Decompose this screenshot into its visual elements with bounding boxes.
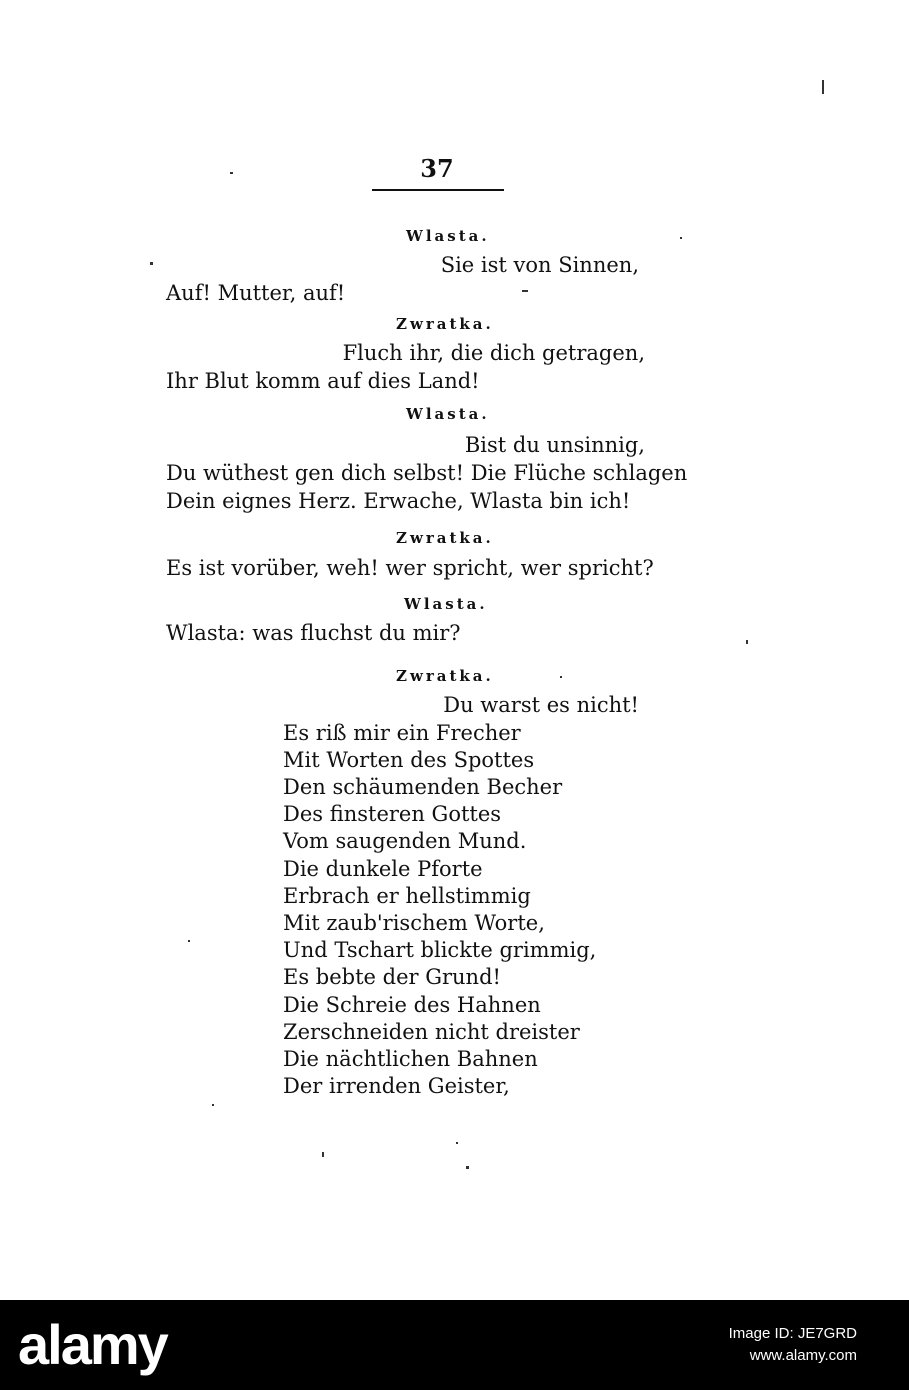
scan-mark: [680, 237, 682, 239]
verse-line: Die dunkele Pforte: [283, 857, 483, 881]
verse-line: Des finsteren Gottes: [283, 802, 502, 826]
scan-mark: [560, 676, 562, 678]
text-line: Wlasta: was fluchst du mir?: [166, 621, 461, 645]
verse-line: Die Schreie des Hahnen: [283, 993, 541, 1017]
verse-line: Es riß mir ein Frecher: [283, 721, 521, 745]
verse-line: Die nächtlichen Bahnen: [283, 1047, 538, 1071]
image-id-label: Image ID: JE7GRD: [728, 1325, 857, 1342]
scan-mark: [230, 172, 233, 174]
page-number: 37: [420, 154, 454, 183]
speaker-label: Zwratka.: [396, 667, 494, 685]
scan-mark: [746, 640, 748, 644]
speaker-label: Wlasta.: [404, 595, 488, 613]
header-rule: [372, 189, 504, 191]
site-url: www.alamy.com: [749, 1347, 857, 1364]
speaker-label: Zwratka.: [396, 529, 494, 547]
text-line: Auf! Mutter, auf!: [166, 281, 346, 305]
text-line: Ihr Blut komm auf dies Land!: [166, 369, 480, 393]
scan-mark: [822, 80, 824, 94]
text-line: Du wüthest gen dich selbst! Die Flüche schlagen: [166, 461, 688, 485]
text-line: Fluch ihr, die dich getragen,: [342, 341, 645, 365]
speaker-label: Zwratka.: [396, 315, 494, 333]
scan-mark: [150, 262, 153, 265]
verse-line: Vom saugenden Mund.: [283, 829, 527, 853]
scan-mark: [322, 1152, 324, 1157]
verse-line: Zerschneiden nicht dreister: [283, 1020, 580, 1044]
scan-mark: [212, 1104, 214, 1106]
text-line: Sie ist von Sinnen,: [440, 253, 639, 277]
verse-line: Mit Worten des Spottes: [283, 748, 535, 772]
verse-line: Erbrach er hellstimmig: [283, 884, 531, 908]
scan-mark: [466, 1166, 469, 1169]
scan-mark: [522, 290, 528, 292]
text-line: Es ist vorüber, weh! wer spricht, wer spricht?: [166, 556, 654, 580]
speaker-label: Wlasta.: [406, 227, 490, 245]
speaker-label: Wlasta.: [406, 405, 490, 423]
scan-mark: [456, 1142, 458, 1144]
text-line: Bist du unsinnig,: [464, 433, 645, 457]
scan-mark: [188, 940, 190, 942]
verse-line: Und Tschart blickte grimmig,: [283, 938, 597, 962]
verse-line: Den schäumenden Becher: [283, 775, 563, 799]
alamy-logo: alamy: [18, 1313, 167, 1376]
stock-footer-bar: [0, 1300, 909, 1390]
text-line: Du warst es nicht!: [443, 693, 639, 717]
verse-line: Mit zaub'rischem Worte,: [283, 911, 545, 935]
text-line: Dein eignes Herz. Erwache, Wlasta bin ich!: [166, 489, 631, 513]
verse-line: Der irrenden Geister,: [283, 1074, 510, 1098]
verse-line: Es bebte der Grund!: [283, 965, 501, 989]
